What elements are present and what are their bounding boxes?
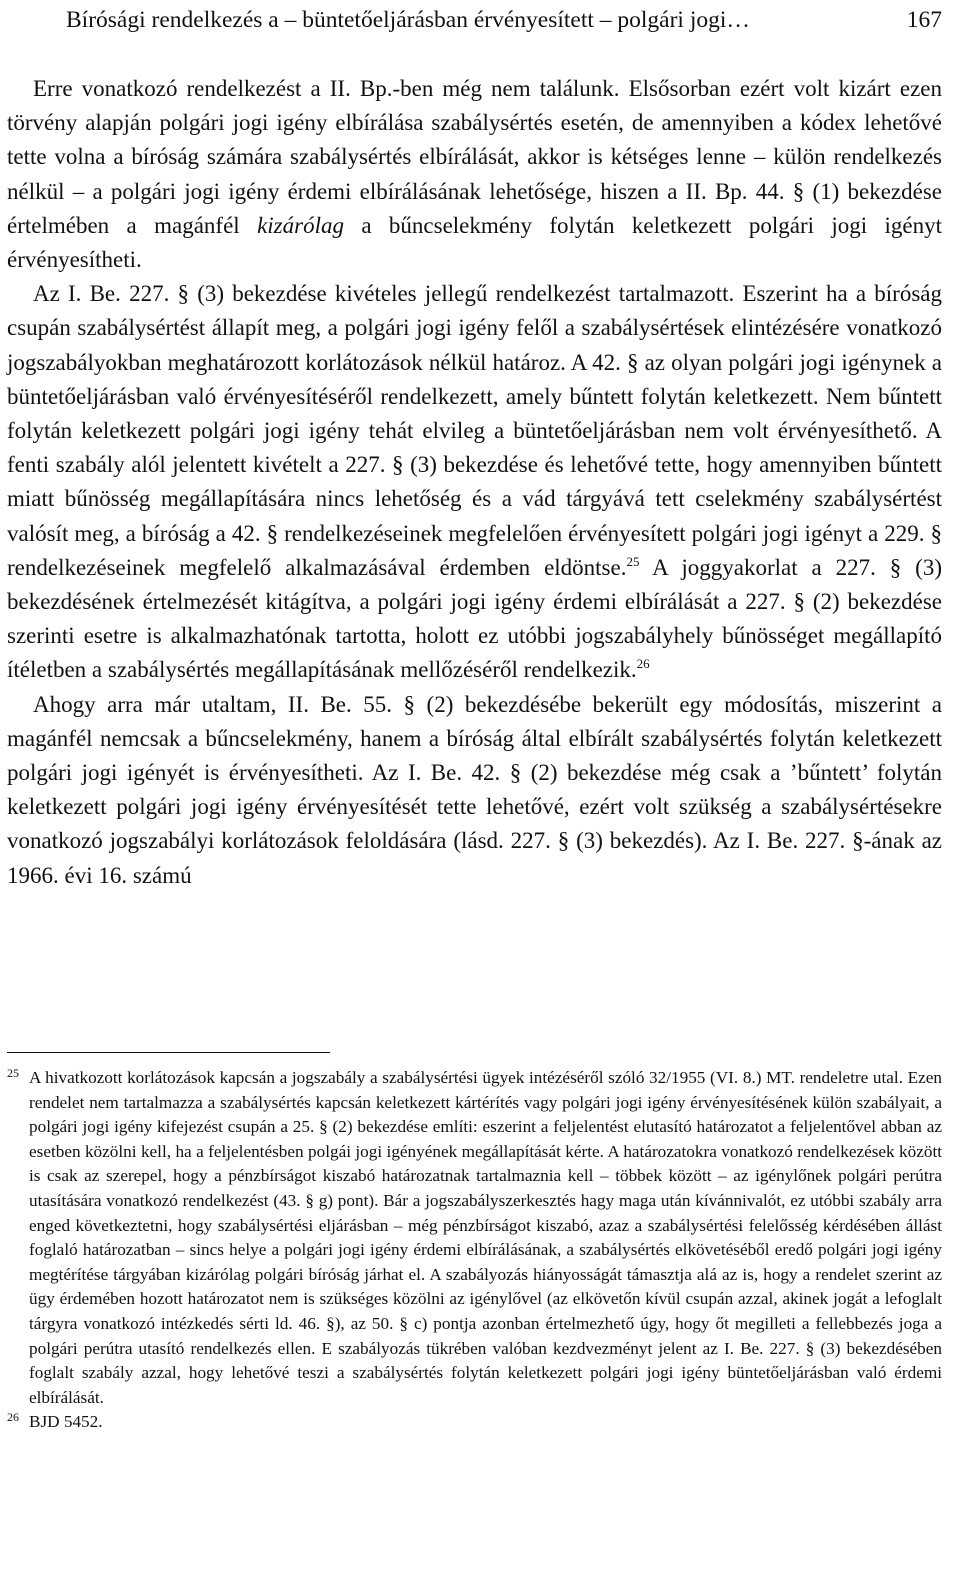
paragraph-2-text-a: Az I. Be. 227. § (3) bekezdése kivételes jellegű rendelkezést tartalmazott. Eszerint ha a bíróság csupán szabálysértést állapít meg, a polgári jogi igény felől a szabálysértések elintézésére vonatkozó jogszabályokban meghatározott korlátozások nélkül határoz. A 42. § az olyan polgári jogi igénynek a büntetőeljárásban való érvényesítéséről rendelkezett, amely bűntett folytán keletkezett. Nem bűntett folytán keletkezett polgári jogi igény tehát elvileg a büntetőeljárásban nem volt érvényesíthető. A fenti szabály alól jelentett kivételt a 227. § (3) bekezdése és lehetővé tette, hogy amennyiben bűntett miatt bűnösség megállapítására nincs lehetőség és a vád tárgyává tett cselekmény szabálysértést valósít meg, a bíróság a 42. § rendelkezéseinek megfelelően érvényesített polgári jogi igényt a 229. § rendelkezéseinek megfelelő alkalmazásával érdemben eldöntse. bbox=[7, 281, 942, 580]
footnote-text: BJD 5452. bbox=[29, 1412, 103, 1432]
paragraph-1-text-b: a bűncselekmény folytán keletkezett polgári jogi igényt érvényesítheti. bbox=[7, 212, 943, 273]
footnote-25 bbox=[7, 1066, 942, 1410]
paragraph-2-text-b: A joggyakorlat a 227. § (3) bekezdésének értelmezését kitágítva, a polgári jogi igény érdemi elbírálását a 227. § (2) bekezdése szerinti esetre is alkalmazhatónak tartotta, holott ez utóbbi jogszabályhely bűnösséget megállapító ítéletben a szabálysértés megállapításának mellőzéséről rendelkezik. bbox=[7, 554, 942, 683]
footnote-text: A hivatkozott korlátozások kapcsán a jogszabály a szabálysértési ügyek intézéséről szóló 32/1955 (VI. 8.) MT. rendeletre utal. Ezen rendelet nem tartalmazza a szabálysértés kapcsán keletkezett kártérítés vagy polgári jogi igény érvényesítésének külön szabályait, a polgári jogi igény kifejezést csupán a 25. § (2) bekezdése említi: eszerint a feljelentést elutasító határozatot a feljelentővel abban az esetben közölni kell, ha a feljelentésben polgái jogi igényének megállapítását kérte. A határozatokra vonatkozó rendelkezések között is csak az szerepel, hogy a pénzbírságot kiszabó határozatnak tartalmaznia kell – többek között – az igénylőnek polgári perútra utasítására vonatkozó rendelkezést (43. § g) pont). Bár a jogszabályszerkesztés hagy maga után kívánnivalót, ez utóbbi szabály arra enged következtetni, hogy szabálysértési eljárásban – még pénzbírságot kiszabó, azaz a szabálysértési felelősség kérdésében állást foglaló határozatban – sincs helye a polgári jogi igény érdemi elbírálásának, a szabálysértés elkövetéséből eredő polgári jogi igény megtérítése tárgyában kizárólag polgári bíróság járhat el. A szabályozás hiányosságát támasztja alá az is, hogy a rendelet szerint az ügy érdemében hozott határozatot nem is szükséges közölni az igénylővel (az elkövetőn kívül csupán azzal, akinek jogát a lefoglalt tárgyra vonatkozó intézkedés sérti ld. 46. §), az 50. § c) pontja azonban értelmezhető úgy, hogy őt megilleti a fellebbezés joga a polgári perútra utasító rendelkezés ellen. E szabályozás tükrében valóban kezdvezményt jelent az I. Be. 227. § (3) bekezdésében foglalt szabály azzal, hogy lehetővé teszi a szabálysértés folytán keletkezett polgári jogi igény büntetőeljárásban való érdemi elbírálását. bbox=[29, 1068, 942, 1407]
paragraph-1 bbox=[7, 72, 942, 277]
paragraph-1-text-a: Erre vonatkozó rendelkezést a II. Bp.-ben még nem találunk. Elsősorban ezért volt kizárt ezen törvény alapján polgári jogi igény elbírálása szabálysértés esetén, de amennyiben a kódex lehetővé tette volna a bíróság számára szabálysértés elbírálását, akkor is kétséges lenne – külön rendelkezés nélkül – a polgári jogi igény érdemi elbírálásának lehetősége, hiszen a II. Bp. 44. § (1) bekezdése értelmében a magánfél bbox=[7, 76, 942, 238]
paragraph-2 bbox=[7, 277, 942, 687]
running-header bbox=[66, 0, 942, 40]
footnote-number: 26 bbox=[7, 1410, 19, 1425]
page-number: 167 bbox=[906, 7, 942, 33]
footnote-ref-25[interactable]: 25 bbox=[626, 553, 640, 569]
running-title: Bírósági rendelkezés a – büntetőeljárásban érvényesített – polgári jogi… bbox=[66, 7, 750, 33]
footnotes bbox=[7, 1066, 942, 1435]
footnote-separator bbox=[7, 1052, 330, 1053]
paragraph-3: Ahogy arra már utaltam, II. Be. 55. § (2) bekezdésébe bekerült egy módosítás, miszerint a magánfél nemcsak a bűncselekmény, hanem a bíróság által elbírált szabálysértés folytán keletkezett polgári jogi igényét is érvényesítheti. Az I. Be. 42. § (2) bekezdése még csak a ’bűntett’ folytán keletkezett polgári jogi igény érvényesítését tette lehetővé, ezért volt szükség a szabálysértésekre vonatkozó jogszabályi korlátozások feloldására (lásd. 227. § (3) bekezdés). Az I. Be. 227. §-ának az 1966. évi 16. számú bbox=[7, 691, 942, 888]
footnote-number: 25 bbox=[7, 1066, 19, 1080]
emphasis-kizarolag: kizárólag bbox=[257, 212, 344, 238]
footnote-ref-26[interactable]: 26 bbox=[636, 656, 650, 672]
main-text bbox=[7, 72, 942, 893]
footnote-26 bbox=[7, 1410, 942, 1435]
